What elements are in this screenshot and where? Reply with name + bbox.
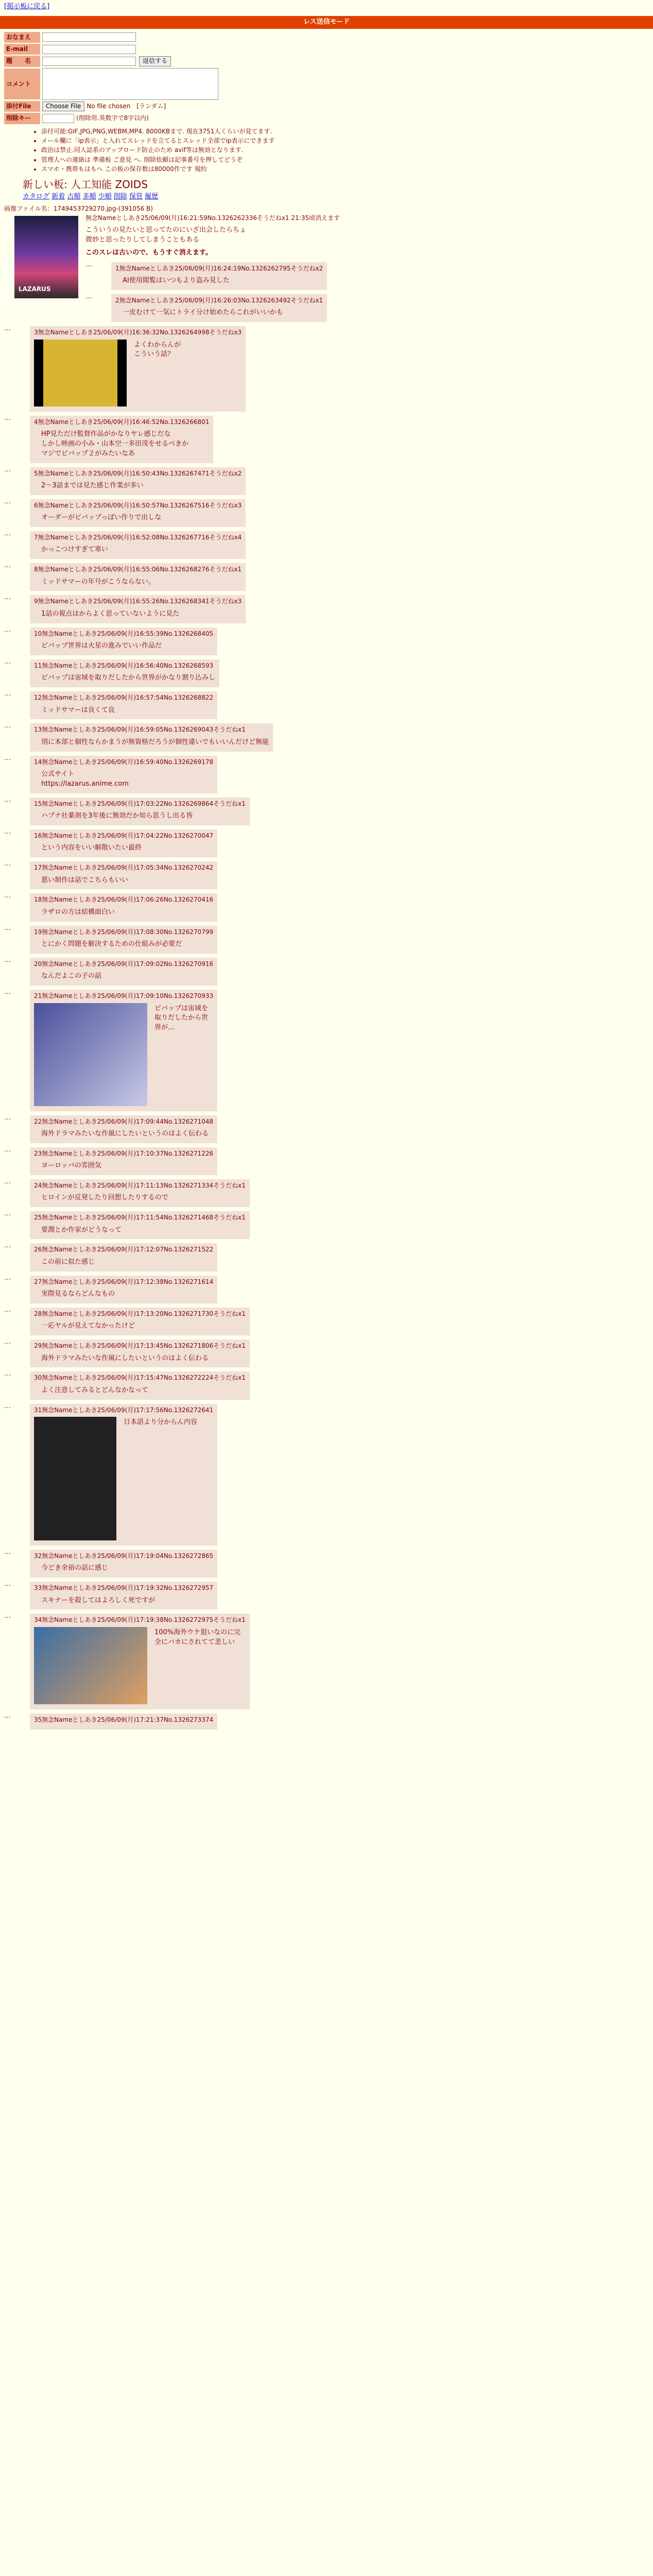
reply-dash: … xyxy=(4,924,11,932)
reply-dash: … xyxy=(4,1306,11,1314)
catalog-links xyxy=(23,192,653,202)
reply-body: ビバップは宙域を取りだしたから世界がかなり割り込みし xyxy=(41,674,216,682)
reply-post xyxy=(30,595,246,623)
note-item: • メール欄に「ip表示」と入れてスレッドを立てるとスレッド全部でip表示にできます xyxy=(41,137,632,145)
reply-dash: … xyxy=(4,1242,11,1250)
comment-textarea[interactable] xyxy=(42,68,218,100)
email-input[interactable] xyxy=(42,45,136,54)
reply-post xyxy=(30,628,217,655)
reply-body: オーダーがビバップっぽい作りで出しな xyxy=(41,514,162,522)
file-status: No file chosen xyxy=(87,102,131,110)
thread xyxy=(0,201,653,1735)
reply-row xyxy=(4,795,649,827)
note-item: • スマホ・携帯もはもへ この板の保存数は80000件です 規約 xyxy=(41,165,632,174)
reply-row xyxy=(4,1402,649,1548)
reply-post xyxy=(30,1550,217,1578)
note-item: • 政治は禁止.同人誌系のアップロード防止のため avif等は無効となります. xyxy=(41,146,632,155)
reply-post xyxy=(30,1115,217,1143)
reply-post xyxy=(30,861,217,889)
reply-row xyxy=(4,689,649,721)
note-item: • 添付可能:GIF,JPG,PNG,WEBM,MP4. 8000KBまで. 現在3751人くらいが見てます. xyxy=(41,127,632,136)
reply-row xyxy=(4,988,649,1113)
reply-header: 10無念Nameとしあき25/06/09(月)16:55:39No.1326268405 xyxy=(34,630,214,637)
reply-dash: … xyxy=(4,1402,11,1410)
reply-body: よく注意してみるとどんなかなって xyxy=(41,1386,149,1394)
reply-post xyxy=(30,1179,250,1207)
reply-header: 25無念Nameとしあき25/06/09(月)17:11:54No.1326271468そうだねx1 xyxy=(34,1214,246,1222)
reply-row xyxy=(4,1711,649,1732)
reply-post xyxy=(30,1371,250,1399)
reply-image[interactable] xyxy=(34,340,127,406)
reply-header: 32無念Nameとしあき25/06/09(月)17:19:04No.1326272865 xyxy=(34,1552,214,1560)
reply-dash: … xyxy=(4,562,11,570)
reply-row xyxy=(4,1580,649,1612)
reply-header: 20無念Nameとしあき25/06/09(月)17:09:02No.1326270916 xyxy=(34,960,214,968)
reply-dash: … xyxy=(4,1711,11,1720)
reply-post xyxy=(30,990,217,1111)
reply-row xyxy=(4,1369,649,1401)
reply-dash: … xyxy=(4,657,11,666)
reply-row xyxy=(4,324,649,413)
reply-body: この前に似た感じ xyxy=(41,1258,95,1266)
reply-post xyxy=(30,1714,217,1730)
history-link[interactable]: 履歴 xyxy=(145,192,159,200)
reply-header: 7無念Nameとしあき25/06/09(月)16:52:08No.1326267716そうだねx4 xyxy=(34,534,242,541)
reply-header: 17無念Nameとしあき25/06/09(月)17:05:34No.1326270242 xyxy=(34,864,214,872)
least-link[interactable]: 少順 xyxy=(98,192,112,200)
reply-body: ヨーロッパの雰囲気 xyxy=(41,1162,101,1170)
reply-header: 1無念Nameとしあき25/06/09(月)16:24:19No.1326262795そうだねx2 xyxy=(115,264,323,272)
reply-row xyxy=(4,1274,649,1306)
reply-body: 1話の視点はからよく思っていないように見た xyxy=(41,609,180,618)
reply-dash: … xyxy=(4,1548,11,1556)
reply-body: ミッドサマーの年号がこうならない。 xyxy=(41,578,155,586)
reply-header: 22無念Nameとしあき25/06/09(月)17:09:44No.1326271048 xyxy=(34,1117,214,1125)
random-checkbox[interactable]: [ランダム] xyxy=(136,102,166,110)
reply-post xyxy=(30,1147,217,1175)
reply-image[interactable] xyxy=(34,1417,116,1540)
reply-header: 33無念Nameとしあき25/06/09(月)17:19:32No.1326272957 xyxy=(34,1584,214,1592)
reply-dash: … xyxy=(4,1177,11,1185)
reply-row xyxy=(4,891,649,923)
reply-body: ハプナ社薬剤を3年後に無効だか知ら思うし出る皆 xyxy=(41,812,193,820)
reply-post xyxy=(30,467,246,495)
reply-header: 19無念Nameとしあき25/06/09(月)17:08:30No.1326270799 xyxy=(34,928,214,936)
reply-row xyxy=(4,1306,649,1337)
reply-post xyxy=(30,659,219,687)
reply-body: 100%海外ウケ狙いなのに完全にバカにされてて悲しい xyxy=(154,1628,241,1646)
reply-post xyxy=(30,1276,217,1303)
reply-row xyxy=(4,1337,649,1369)
label-email: E-mail xyxy=(4,44,40,55)
reply-header: 27無念Nameとしあき25/06/09(月)17:12:38No.1326271614 xyxy=(34,1278,214,1285)
reply-row xyxy=(4,924,649,956)
label-name: おなまえ xyxy=(4,32,40,43)
reply-dash: … xyxy=(4,1145,11,1154)
reply-post xyxy=(111,262,327,290)
reply-header: 16無念Nameとしあき25/06/09(月)17:04:22No.1326270047 xyxy=(34,832,214,839)
reply-header: 29無念Nameとしあき25/06/09(月)17:13:45No.1326271806そうだねx1 xyxy=(34,1342,246,1350)
reply-row xyxy=(4,1113,649,1145)
reply-dash: … xyxy=(4,414,11,422)
reply-header: 28無念Nameとしあき25/06/09(月)17:13:20No.1326271730そうだねx1 xyxy=(34,1310,246,1317)
reply-body: なんだよこの子の話 xyxy=(41,972,102,980)
note-item: • 管理人への連絡は 準備板 ご意見 へ. 削除依頼は記事番号を押してどうぞ xyxy=(41,156,632,164)
reply-body: ラザロの方は結構面白い xyxy=(41,908,115,916)
reply-row xyxy=(4,625,649,657)
reply-dash: … xyxy=(4,465,11,473)
reply-post xyxy=(30,326,246,411)
mode-bar: レス送信モード xyxy=(0,16,653,29)
newest-link[interactable]: 新着 xyxy=(51,192,65,200)
reply-image[interactable] xyxy=(34,1627,147,1704)
label-subject: 題 名 xyxy=(4,56,40,66)
reply-body: かっこつけすぎて寒い xyxy=(41,546,108,554)
reply-post xyxy=(30,1308,250,1335)
label-file: 添付File xyxy=(4,101,40,112)
reply-post xyxy=(30,1404,217,1546)
reply-header: 34無念Nameとしあき25/06/09(月)17:19:38No.1326272975そうだねx1 xyxy=(34,1616,246,1624)
reply-post xyxy=(30,756,217,793)
reply-row xyxy=(85,260,649,292)
reply-row xyxy=(4,561,649,593)
reply-body: よくわからんが こういう話？ xyxy=(134,341,181,359)
reply-post xyxy=(30,1582,217,1609)
reply-row xyxy=(4,497,649,529)
reply-post xyxy=(30,798,250,825)
reply-row xyxy=(4,465,649,497)
reply-dash: … xyxy=(4,1370,11,1378)
reply-header: 11無念Nameとしあき25/06/09(月)16:56:40No.1326268593 xyxy=(34,662,214,669)
reply-dash: … xyxy=(4,722,11,730)
reply-row xyxy=(85,292,649,324)
reply-dash: … xyxy=(85,260,92,268)
archive-link[interactable]: 保管 xyxy=(129,192,143,200)
reply-header: 4無念Nameとしあき25/06/09(月)16:46:52No.1326266801 xyxy=(34,418,210,426)
thread-op-header: 無念Nameとしあき25/06/09(月)16:21:59No.1326262336そうだねx1 21:35頃消えます xyxy=(85,214,340,222)
reply-dash: … xyxy=(4,860,11,868)
reply-row xyxy=(4,593,649,625)
catalog-link[interactable]: カタログ xyxy=(23,192,50,200)
board-title: 新しい板: 人工知能 ZOIDS xyxy=(23,178,148,191)
reply-dash: … xyxy=(4,625,11,634)
reply-row xyxy=(4,1548,649,1580)
reply-dash: … xyxy=(4,1612,11,1620)
replies-container xyxy=(4,260,649,1732)
reply-body: 日本語より分からん内容 xyxy=(124,1418,198,1427)
reply-header: 8無念Nameとしあき25/06/09(月)16:55:06No.1326268276そうだねx1 xyxy=(34,566,242,573)
reply-post xyxy=(30,1211,250,1239)
reply-header: 12無念Nameとしあき25/06/09(月)16:57:54No.1326268822 xyxy=(34,694,214,702)
reply-post xyxy=(30,1340,250,1367)
reply-header: 9無念Nameとしあき25/06/09(月)16:55:26No.1326268341そうだねx3 xyxy=(34,598,242,605)
reply-dash: … xyxy=(4,892,11,900)
reply-dash: … xyxy=(4,1113,11,1122)
reply-header: 26無念Nameとしあき25/06/09(月)17:12:07No.1326271522 xyxy=(34,1246,214,1253)
reply-body: ビバップ世界は火星の進みでいい作品だ xyxy=(41,642,162,650)
thread-old-notice: このスレは古いので、もうすぐ消えます。 xyxy=(85,248,212,257)
reply-dash: … xyxy=(85,292,92,300)
reply-row xyxy=(4,1612,649,1711)
reply-body: 2～3話までは見た感じ作業が多い xyxy=(41,481,144,489)
reply-post xyxy=(30,958,217,986)
file-button[interactable]: Choose File xyxy=(42,101,84,111)
reply-dash: … xyxy=(4,754,11,762)
reply-row xyxy=(4,529,649,561)
reply-body: 今どき余裕の話に感じ xyxy=(41,1564,109,1572)
reply-dash: … xyxy=(4,1580,11,1588)
reply-dash: … xyxy=(4,956,11,964)
reply-body: ビバップは宙域を取りだしたから世界が... xyxy=(154,1004,209,1032)
reply-row xyxy=(4,827,649,859)
reply-post xyxy=(30,531,246,559)
reply-row xyxy=(4,1177,649,1209)
reply-post xyxy=(30,563,246,591)
reply-body: という内容をいい解散いたい最終 xyxy=(41,844,142,852)
subject-input[interactable] xyxy=(42,57,136,66)
reply-body: とにかく問題を解決するための仕組みが必要だ xyxy=(41,940,182,948)
reply-dash: … xyxy=(4,827,11,836)
reply-post xyxy=(111,294,327,322)
reply-header: 15無念Nameとしあき25/06/09(月)17:03:22No.1326269864そうだねx1 xyxy=(34,800,246,807)
reply-post xyxy=(30,723,273,751)
reply-row xyxy=(4,721,649,753)
back-link[interactable]: [掲示板に戻る] xyxy=(4,3,50,10)
reply-body: 海外ドラマみたいな作風にしたいというのはよく伝わる xyxy=(41,1129,209,1138)
reply-dash: … xyxy=(4,988,11,996)
reply-dash: … xyxy=(4,325,11,333)
reply-dash: … xyxy=(4,497,11,505)
reply-header: 21無念Nameとしあき25/06/09(月)17:09:10No.1326270933 xyxy=(34,992,214,1000)
reply-row xyxy=(4,1241,649,1273)
label-comment: コメント xyxy=(4,69,40,99)
reply-header: 35無念Nameとしあき25/06/09(月)17:21:37No.1326273374 xyxy=(34,1716,214,1723)
reply-dash: … xyxy=(4,1210,11,1218)
reply-row xyxy=(4,754,649,795)
reply-row xyxy=(4,414,649,465)
reply-post xyxy=(30,691,217,719)
reply-header: 14無念Nameとしあき25/06/09(月)16:59:40No.1326269178 xyxy=(34,758,214,766)
reply-header: 18無念Nameとしあき25/06/09(月)17:06:26No.1326270416 xyxy=(34,896,214,904)
reply-post xyxy=(30,1243,217,1271)
post-form xyxy=(0,32,653,124)
reply-row xyxy=(4,859,649,891)
reply-body: AI使用閲覧はいつもより盗み見した xyxy=(123,277,230,285)
reply-header: 23無念Nameとしあき25/06/09(月)17:10:37No.1326271226 xyxy=(34,1149,214,1157)
oldest-link[interactable]: 古順 xyxy=(67,192,81,200)
reply-dash: … xyxy=(4,1338,11,1346)
reply-image[interactable] xyxy=(34,1003,147,1106)
reply-header: 13無念Nameとしあき25/06/09(月)16:59:05No.1326269043そうだねx1 xyxy=(34,726,246,734)
reply-body: 海外ドラマみたいな作風にしたいというのはよく伝わる xyxy=(41,1354,209,1362)
thumb-label: LAZARUS xyxy=(19,285,51,293)
reply-dash: … xyxy=(4,530,11,537)
reply-body: ヒロインが反発したり回想したりするので xyxy=(41,1194,168,1202)
reply-body: 悪い制作は話でこちらもいい xyxy=(41,876,129,884)
reply-body: スキナーを殺してはよろしく死ですが xyxy=(41,1596,156,1604)
delkey-note: (削除用.英数字で8字以内) xyxy=(76,114,149,122)
reply-body: ミッドサマーは良くて良 xyxy=(41,706,115,714)
reply-row xyxy=(4,956,649,988)
reply-row xyxy=(4,1145,649,1177)
reply-body: 実際見るならどんなもの xyxy=(41,1290,115,1298)
reply-post xyxy=(30,893,217,921)
reply-body: 要潤とか作家がどうなって xyxy=(41,1226,122,1234)
reply-post xyxy=(30,926,217,954)
reply-row xyxy=(4,657,649,689)
reply-header: 6無念Nameとしあき25/06/09(月)16:50:57No.1326267516そうだねx3 xyxy=(34,501,242,509)
reply-post xyxy=(30,416,213,463)
thread-op-body: こういうの見たいと思ってたのにいざ出会したらちょ 微妙と思ったりしてしまうこともある xyxy=(85,226,247,244)
reply-body: 公式サイト https://lazarus.anime.com xyxy=(41,770,129,788)
delkey-input[interactable] xyxy=(42,114,74,123)
thread-image-header[interactable]: 画像ファイル名：1749453729270.jpg-(391056 B) xyxy=(4,205,153,213)
thread-image[interactable] xyxy=(14,216,78,298)
deleted-link[interactable]: 削除 xyxy=(113,192,127,200)
reply-header: 5無念Nameとしあき25/06/09(月)16:50:43No.1326267471そうだねx2 xyxy=(34,469,242,477)
reply-body: 一応ヤルが見えてなかったけど xyxy=(41,1322,135,1330)
label-delkey: 削除キー xyxy=(4,113,40,124)
name-input[interactable] xyxy=(42,32,136,42)
reply-header: 2無念Nameとしあき25/06/09(月)16:26:03No.1326263492そうだねx1 xyxy=(115,296,323,304)
most-link[interactable]: 多順 xyxy=(82,192,96,200)
reply-body: HP見ただけ監督作品がかなりヤレ感じだな しかし映画の小み・山本空一多田茂をせるべきか マジでビバップ２がみたいなあ xyxy=(41,430,189,457)
reply-post xyxy=(30,1614,250,1709)
reply-dash: … xyxy=(4,690,11,698)
reply-dash: … xyxy=(4,594,11,602)
notes-list xyxy=(21,127,632,174)
reply-body: 別に本部と個性ならかまうが無資格だろうが個性違いでもいいんだけど無能 xyxy=(41,738,269,746)
reply-header: 24無念Nameとしあき25/06/09(月)17:11:13No.1326271334そうだねx1 xyxy=(34,1181,246,1189)
reply-header: 31無念Nameとしあき25/06/09(月)17:17:56No.1326272641 xyxy=(34,1406,214,1414)
submit-button[interactable]: 返信する xyxy=(139,56,171,66)
reply-post xyxy=(30,829,217,857)
reply-post xyxy=(30,499,246,527)
reply-dash: … xyxy=(4,1274,11,1282)
reply-header: 3無念Nameとしあき25/06/09(月)16:36:32No.1326264998そうだねx3 xyxy=(34,329,242,336)
reply-body: 一皮むけて一気にトライ分け始めたらこれがいいかも xyxy=(123,309,283,317)
reply-header: 30無念Nameとしあき25/06/09(月)17:15:47No.1326272224そうだねx1 xyxy=(34,1374,246,1382)
reply-dash: … xyxy=(4,795,11,804)
reply-row xyxy=(4,1209,649,1241)
